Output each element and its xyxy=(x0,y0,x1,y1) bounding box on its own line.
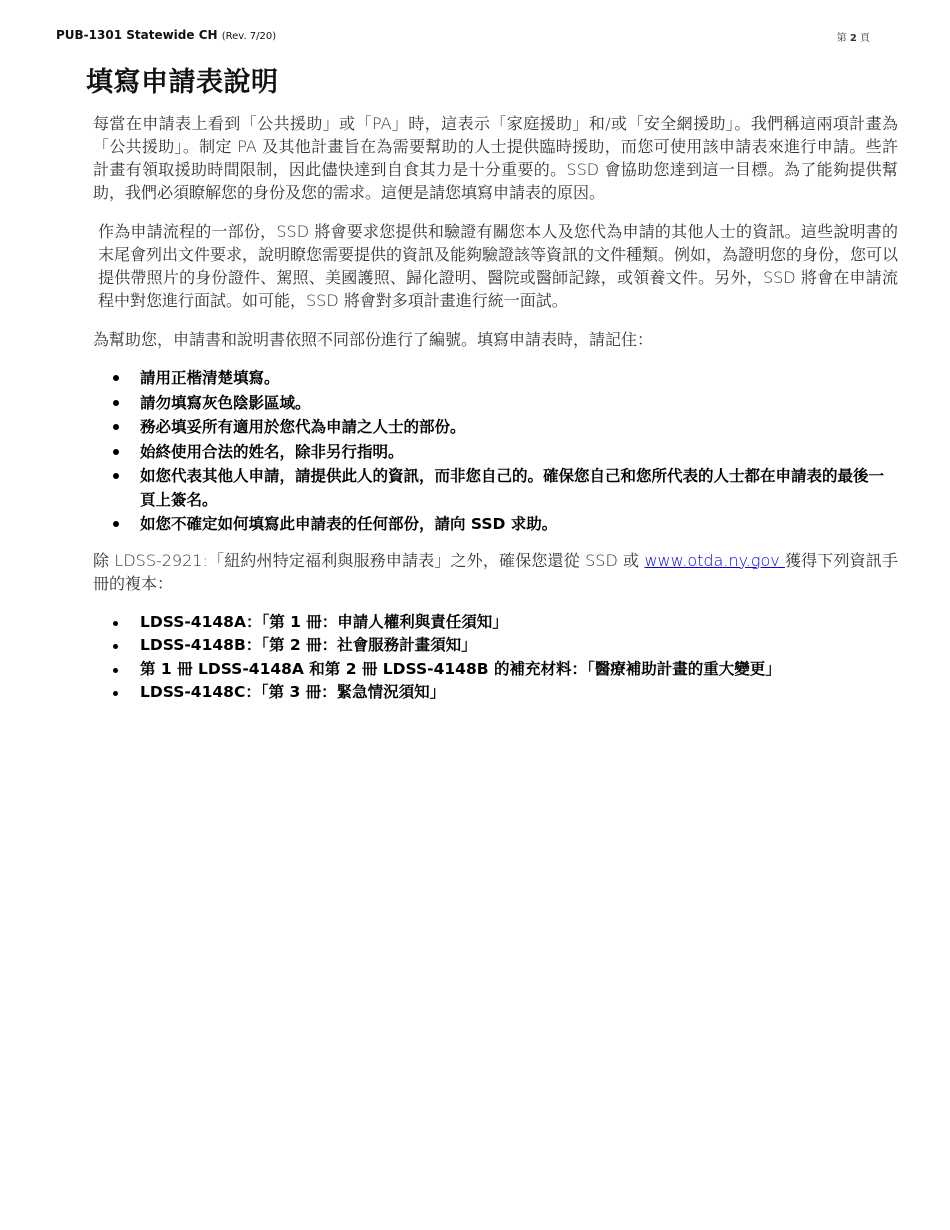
form-revision: (Rev. 7/20) xyxy=(221,31,277,42)
list-item: 請勿填寫灰色陰影區域。 xyxy=(140,392,898,416)
list-item: 第 1 冊 LDSS-4148A 和第 2 冊 LDSS-4148B 的補充材料：「醫療補助計畫的重大變更」 xyxy=(140,658,898,682)
page-suffix: 頁 xyxy=(860,33,870,44)
list-item: LDSS-4148C：「第 3 冊：緊急情況須知」 xyxy=(140,681,898,705)
booklets-text-after: 獲得下列資訊手冊的複本： xyxy=(93,550,898,593)
rules-list xyxy=(93,367,898,537)
page-prefix: 第 xyxy=(836,33,847,44)
list-item: LDSS-4148B：「第 2 冊：社會服務計畫須知」 xyxy=(140,634,898,658)
page-number-header xyxy=(837,29,870,44)
list-item: 務必填妥所有適用於您代為申請之人士的部份。 xyxy=(140,416,898,440)
form-id-header xyxy=(56,28,276,42)
reminder-intro: 為幫助您，申請書和說明書依照不同部份進行了編號。填寫申請表時，請記住： xyxy=(93,330,654,349)
otda-website-link[interactable]: www.otda.ny.gov xyxy=(644,550,785,570)
booklets-text-before: 除 LDSS-2921:「紐約州特定福利與服務申請表」之外，確保您還從 SSD 或 xyxy=(93,550,645,570)
booklets-list xyxy=(93,611,898,705)
process-paragraph: 作為申請流程的一部份，SSD 將會要求您提供和驗證有關您本人及您代為申請的其他人士的資訊。這些說明書的末尾會列出文件要求，說明瞭您需要提供的資訊及能夠驗證該等資訊的文件種類。例如，為證明您的身份，您可以提供帶照片的身份證件、駕照、美國護照、歸化證明、醫院或醫師記錄，或領養文件。另外，SSD 將會在申請流程中對您進行面試。如可能，SSD 將會對多項計畫進行統一面試。 xyxy=(98,222,899,310)
page-title: 填寫申請表說明 xyxy=(86,67,279,98)
page-number: 2 xyxy=(849,33,857,44)
booklets-paragraph xyxy=(93,549,898,595)
list-item: 始終使用合法的姓名，除非另行指明。 xyxy=(140,441,898,465)
instructions-body xyxy=(93,112,898,705)
intro-paragraph: 每當在申請表上看到「公共援助」或「PA」時，這表示「家庭援助」和/或「安全網援助」。我們稱這兩項計畫為「公共援助」。制定 PA 及其他計畫旨在為需要幫助的人士提供臨時援助，而您可使用該申請表來進行申請。些許計畫有領取援助時間限制，因此儘快達到自食其力是十分重要的。SSD 會協助您達到這一目標。為了能夠提供幫助，我們必須瞭解您的身份及您的需求。這便是請您填寫申請表的原因。 xyxy=(93,114,898,202)
list-item: 請用正楷清楚填寫。 xyxy=(140,367,898,391)
list-item: 如您代表其他人申請，請提供此人的資訊，而非您自己的。確保您自己和您所代表的人士都在申請表的最後一頁上簽名。 xyxy=(140,465,898,512)
list-item: LDSS-4148A：「第 1 冊：申請人權利與責任須知」 xyxy=(140,611,898,635)
form-id: PUB-1301 Statewide CH xyxy=(56,28,218,42)
list-item: 如您不確定如何填寫此申請表的任何部份，請向 SSD 求助。 xyxy=(140,513,898,537)
